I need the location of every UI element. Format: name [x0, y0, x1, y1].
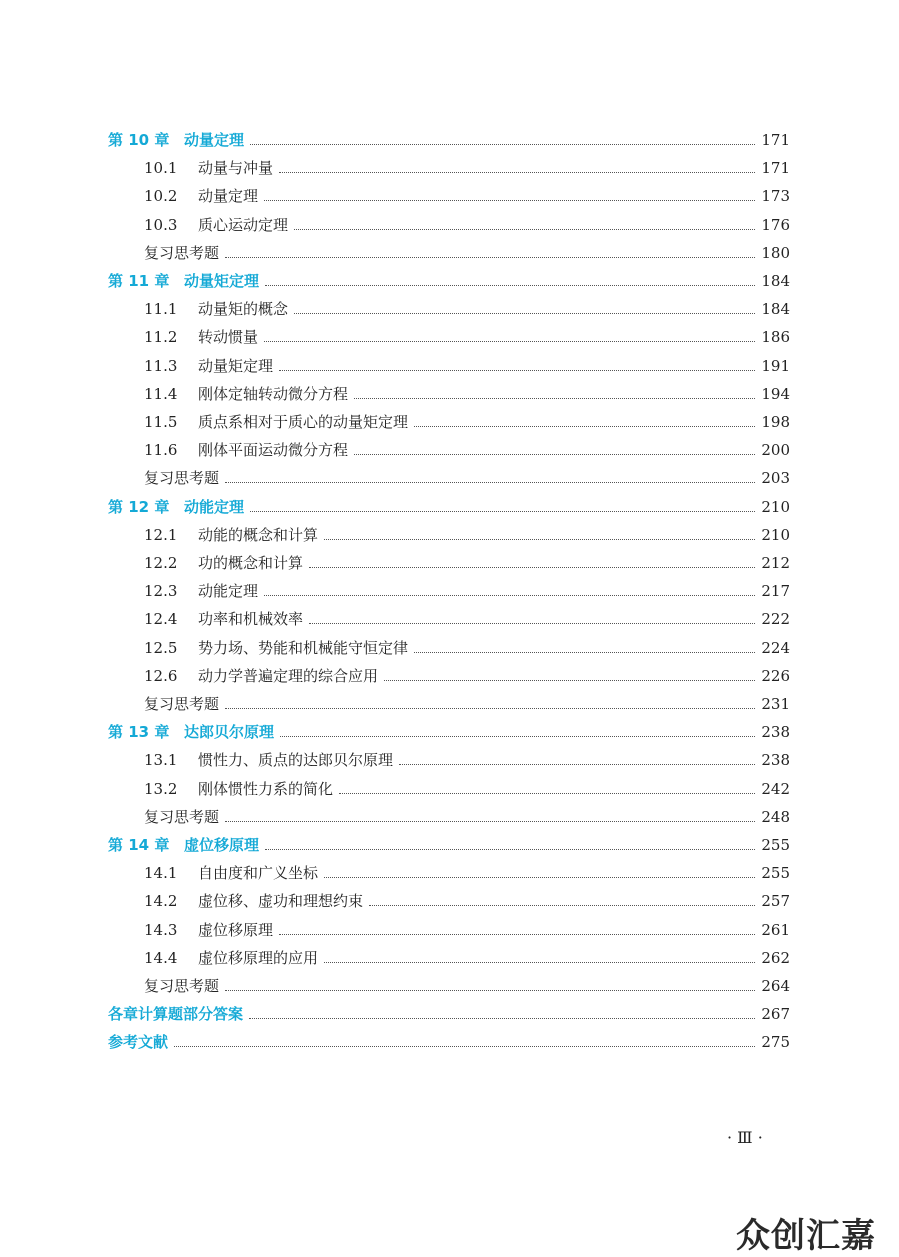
toc-entry-number: 11.5 [144, 413, 178, 431]
toc-entry-title: 动能定理 [184, 497, 245, 516]
dot-leader [354, 453, 755, 455]
toc-entry-title: 动量矩定理 [198, 356, 274, 375]
toc-section-row[interactable] [144, 775, 790, 803]
toc-entry-number: 第 14 章 [108, 836, 170, 854]
toc-section-row[interactable] [144, 323, 790, 351]
dot-leader [174, 1045, 755, 1047]
dot-leader [265, 284, 755, 286]
toc-entry-page: 184 [761, 272, 790, 290]
toc-entry-page: 242 [761, 779, 790, 798]
toc-section-row[interactable] [144, 944, 790, 972]
toc-section-row[interactable] [144, 211, 790, 239]
toc-entry-number: 10.1 [144, 159, 178, 178]
toc-entry-page: 203 [761, 469, 790, 488]
toc-entry-title: 复习思考题 [144, 695, 220, 713]
toc-entry-number: 14.1 [144, 864, 178, 883]
toc-section-row[interactable] [144, 746, 790, 774]
toc-entry-number: 12.3 [144, 582, 178, 601]
toc-section-row[interactable] [144, 521, 790, 549]
toc-entry-number: 12.2 [144, 554, 178, 572]
toc-section-row[interactable] [144, 662, 790, 690]
toc-entry-title: 惯性力、质点的达郎贝尔原理 [198, 751, 394, 770]
toc-entry-title: 复习思考题 [144, 243, 220, 262]
toc-entry-page: 231 [761, 695, 790, 713]
toc-entry-page: 226 [761, 666, 790, 685]
toc-entry-title: 动量定理 [198, 187, 259, 206]
toc-entry-number: 14.3 [144, 920, 178, 939]
toc-section-row[interactable] [144, 436, 790, 464]
toc-entry-title: 虚位移原理 [184, 836, 260, 854]
dot-leader [369, 904, 755, 906]
dot-leader [354, 397, 755, 399]
toc-entry-page: 212 [761, 554, 790, 572]
toc-section-row[interactable] [144, 916, 790, 944]
dot-leader [264, 340, 755, 342]
toc-entry-title: 动量矩的概念 [198, 300, 289, 319]
dot-leader [279, 171, 755, 173]
toc-entry-title: 自由度和广义坐标 [198, 864, 319, 883]
toc-entry-title: 功率和机械效率 [198, 610, 304, 629]
toc-section-row[interactable] [144, 182, 790, 210]
toc-entry-number: 13.2 [144, 779, 178, 798]
toc-entry-page: 248 [761, 807, 790, 826]
toc-entry-title: 刚体惯性力系的简化 [198, 779, 334, 798]
toc-entry-title: 虚位移原理的应用 [198, 948, 319, 967]
dot-leader [225, 481, 755, 483]
toc-entry-page: 267 [761, 1005, 790, 1024]
toc-review-row[interactable] [144, 464, 790, 492]
toc-section-row[interactable] [144, 634, 790, 662]
toc-entry-page: 194 [761, 384, 790, 403]
toc-section-row[interactable] [144, 605, 790, 633]
toc-entry-number: 第 13 章 [108, 723, 170, 742]
toc-entry-title: 复习思考题 [144, 977, 220, 995]
toc-review-row[interactable] [144, 803, 790, 831]
toc-review-row[interactable] [144, 690, 790, 718]
toc-entry-page: 217 [761, 582, 790, 601]
dot-leader [414, 425, 755, 427]
toc-entry-title: 质点系相对于质心的动量矩定理 [198, 413, 409, 431]
toc-section-row[interactable] [144, 352, 790, 380]
dot-leader [265, 848, 755, 850]
toc-entry-page: 210 [761, 525, 790, 544]
toc-entry-page: 255 [761, 836, 790, 854]
toc-entry-page: 255 [761, 864, 790, 883]
toc-review-row[interactable] [144, 972, 790, 1000]
toc-entry-title: 质心运动定理 [198, 215, 289, 234]
toc-entry-page: 171 [761, 131, 790, 149]
toc-entry-title: 虚位移、虚功和理想约束 [198, 892, 364, 911]
dot-leader [324, 876, 755, 878]
toc-entry-title: 参考文献 [108, 1033, 169, 1052]
dot-leader [294, 312, 755, 314]
toc-entry-title: 复习思考题 [144, 469, 220, 488]
dot-leader [399, 763, 755, 765]
toc-entry-number: 11.4 [144, 384, 178, 403]
toc-chapter-row[interactable] [108, 493, 790, 521]
dot-leader [264, 594, 755, 596]
toc-entry-page: 180 [761, 243, 790, 262]
toc-entry-number: 14.2 [144, 892, 178, 911]
dot-leader [414, 651, 755, 653]
toc-entry-page: 173 [761, 187, 790, 206]
toc-entry-title: 刚体定轴转动微分方程 [198, 384, 349, 403]
toc-entry-page: 238 [761, 751, 790, 770]
toc-entry-number: 12.4 [144, 610, 178, 629]
toc-special-row[interactable] [108, 1000, 790, 1028]
toc-entry-number: 12.1 [144, 525, 178, 544]
toc-entry-title: 动量矩定理 [184, 272, 260, 290]
toc-entry-title: 各章计算题部分答案 [108, 1005, 244, 1024]
toc-entry-title: 动量定理 [184, 131, 245, 149]
toc-section-row[interactable] [144, 380, 790, 408]
toc-entry-number: 第 10 章 [108, 131, 170, 149]
toc-entry-page: 222 [761, 610, 790, 629]
dot-leader [264, 199, 755, 201]
dot-leader [279, 933, 755, 935]
toc-entry-page: 238 [761, 723, 790, 742]
toc-entry-number: 11.3 [144, 356, 178, 375]
toc-entry-number: 第 12 章 [108, 497, 170, 516]
toc-entry-page: 184 [761, 300, 790, 319]
dot-leader [309, 566, 755, 568]
toc-entry-number: 10.3 [144, 215, 178, 234]
toc-entry-title: 动力学普遍定理的综合应用 [198, 666, 379, 685]
toc-entry-title: 复习思考题 [144, 807, 220, 826]
dot-leader [249, 1017, 755, 1019]
toc-entry-number: 14.4 [144, 948, 178, 967]
dot-leader [280, 735, 755, 737]
toc-section-row[interactable] [144, 408, 790, 436]
toc-entry-number: 11.2 [144, 328, 178, 347]
toc-section-row[interactable] [144, 577, 790, 605]
toc-entry-title: 动量与冲量 [198, 159, 274, 178]
toc-entry-number: 12.6 [144, 666, 178, 685]
toc-entry-page: 257 [761, 892, 790, 911]
toc-entry-page: 171 [761, 159, 790, 178]
toc-entry-page: 200 [761, 441, 790, 460]
toc-chapter-row[interactable] [108, 718, 790, 746]
toc-chapter-row[interactable] [108, 831, 790, 859]
toc-special-row[interactable] [108, 1028, 790, 1056]
dot-leader [225, 989, 755, 991]
dot-leader [384, 679, 755, 681]
toc-entry-page: 262 [761, 948, 790, 967]
toc-review-row[interactable] [144, 239, 790, 267]
toc-entry-title: 达郎贝尔原理 [184, 723, 275, 742]
toc-entry-number: 11.1 [144, 300, 178, 319]
toc-section-row[interactable] [144, 859, 790, 887]
toc-entry-title: 刚体平面运动微分方程 [198, 441, 349, 460]
toc-entry-title: 虚位移原理 [198, 920, 274, 939]
toc-entry-number: 10.2 [144, 187, 178, 206]
dot-leader [339, 792, 755, 794]
toc-entry-number: 12.5 [144, 638, 178, 657]
dot-leader [324, 538, 755, 540]
dot-leader [309, 622, 755, 624]
dot-leader [294, 228, 755, 230]
toc-entry-page: 191 [761, 356, 790, 375]
toc-chapter-row[interactable] [108, 126, 790, 154]
toc-entry-page: 186 [761, 328, 790, 347]
dot-leader [225, 820, 755, 822]
watermark-logo: 众创汇嘉 [736, 1216, 876, 1256]
toc-section-row[interactable] [144, 549, 790, 577]
toc-section-row[interactable] [144, 154, 790, 182]
toc-entry-page: 224 [761, 638, 790, 657]
toc-entry-title: 转动惯量 [198, 328, 259, 347]
toc-entry-page: 261 [761, 920, 790, 939]
toc-entry-page: 210 [761, 497, 790, 516]
toc-section-row[interactable] [144, 295, 790, 323]
dot-leader [225, 707, 755, 709]
dot-leader [279, 369, 755, 371]
dot-leader [250, 510, 755, 512]
dot-leader [324, 961, 755, 963]
dot-leader [225, 256, 755, 258]
toc-entry-number: 第 11 章 [108, 272, 170, 290]
toc-entry-page: 264 [761, 977, 790, 995]
toc-entry-page: 198 [761, 413, 790, 431]
toc-entry-title: 动能的概念和计算 [198, 525, 319, 544]
toc-entry-page: 176 [761, 215, 790, 234]
toc-entry-page: 275 [761, 1033, 790, 1052]
toc-chapter-row[interactable] [108, 267, 790, 295]
page-number-folio: · Ⅲ · [727, 1128, 763, 1147]
toc-entry-title: 势力场、势能和机械能守恒定律 [198, 638, 409, 657]
dot-leader [250, 143, 755, 145]
toc-entry-title: 功的概念和计算 [198, 554, 304, 572]
toc-entry-title: 动能定理 [198, 582, 259, 601]
toc-entry-number: 11.6 [144, 441, 178, 460]
toc-entry-number: 13.1 [144, 751, 178, 770]
toc-section-row[interactable] [144, 887, 790, 915]
